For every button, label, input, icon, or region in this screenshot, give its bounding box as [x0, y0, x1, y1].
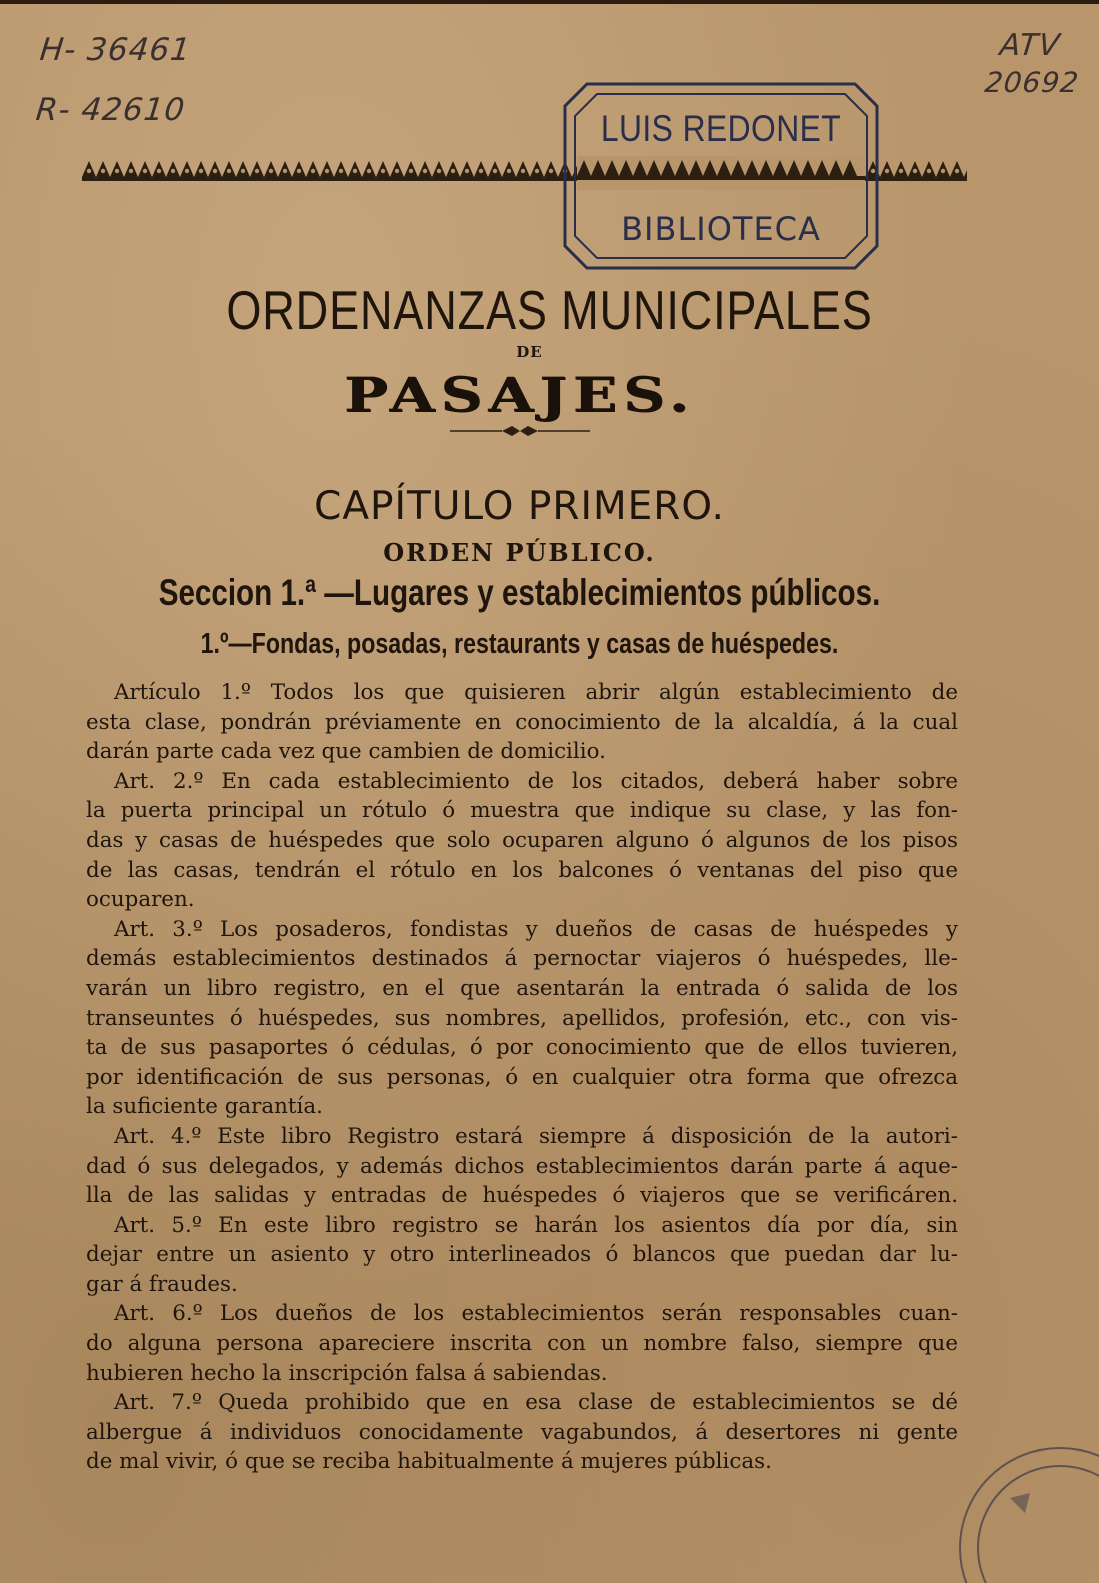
body-line: Art. 5.º En este libro registro se harán los asientos día por día, sin — [114, 1212, 958, 1238]
body-line: demás establecimientos destinados á pernoctar viajeros ó huéspedes, lle- — [86, 946, 958, 972]
body-line: la suficiente garantía. — [86, 1094, 323, 1120]
top-border — [0, 0, 1099, 4]
body-line: dad ó sus delegados, y además dichos establecimientos darán parte á aque- — [86, 1153, 958, 1179]
subsection-heading: 1.º—Fondas, posadas, restaurants y casas de huéspedes. — [200, 628, 839, 660]
body-line: Artículo 1.º Todos los que quisieren abrir algún establecimiento de — [114, 680, 958, 705]
town-name: PASAJES. — [344, 367, 695, 423]
body-line: lla de las salidas y entradas de huéspedes ó viajeros que se verificáren. — [86, 1183, 958, 1209]
body-line: das y casas de huéspedes que solo ocuparen alguno ó algunos de los pisos — [86, 827, 958, 853]
body-line: la puerta principal un rótulo ó muestra que indique su clase, y las fon- — [86, 798, 958, 824]
body-line: Art. 7.º Queda prohibido que en esa clase de establecimientos se dé — [114, 1390, 958, 1416]
body-line: transeuntes ó huéspedes, sus nombres, apellidos, profesión, etc., con vis- — [86, 1005, 958, 1031]
ordinance-body — [86, 678, 958, 1477]
handwritten-call-number-2: R- 42610 — [34, 92, 188, 128]
body-line: Art. 6.º Los dueños de los establecimientos serán responsables cuan- — [114, 1301, 958, 1327]
title-flourish — [450, 424, 590, 438]
stamp-owner-name: LUIS REDONET — [600, 108, 842, 149]
stamp-label: BIBLIOTECA — [621, 210, 821, 248]
body-line: varán un libro registro, en el que asentarán la entrada ó salida de los — [86, 975, 958, 1001]
chapter-title: CAPÍTULO PRIMERO. — [314, 484, 725, 529]
body-line: Art. 2.º En cada establecimiento de los citados, deberá haber sobre — [114, 768, 958, 794]
body-line: hubieren hecho la inscripción falsa á sabiendas. — [86, 1360, 608, 1386]
body-line: de las casas, tendrán el rótulo en los balcones ó ventanas del piso que — [86, 857, 958, 883]
chapter-subject: ORDEN PÚBLICO. — [383, 538, 656, 567]
body-line: ta de sus pasaportes ó cédulas, ó por conocimiento que de ellos tuvieren, — [86, 1035, 958, 1061]
body-line: gar á fraudes. — [86, 1271, 238, 1297]
body-line: darán parte cada vez que cambien de domicilio. — [86, 739, 606, 765]
body-line: de mal vivir, ó que se reciba habitualmente á mujeres públicas. — [86, 1449, 772, 1475]
handwritten-shelfmark-2: 20692 — [983, 66, 1081, 99]
body-line: Art. 4.º Este libro Registro estará siempre á disposición de la autori- — [114, 1123, 958, 1149]
title-connector: DE — [516, 343, 543, 361]
body-line: dejar entre un asiento y otro interlineados ó blancos que puedan dar lu- — [86, 1242, 958, 1268]
circular-stamp — [950, 1438, 1099, 1583]
handwritten-call-number-1: H- 36461 — [38, 32, 193, 68]
body-line: ocuparen. — [86, 887, 195, 913]
body-line: albergue á individuos conocidamente vagabundos, á desertores ni gente — [86, 1419, 958, 1445]
section-heading: Seccion 1.ª —Lugares y establecimientos públicos. — [158, 572, 881, 613]
body-line: esta clase, pondrán préviamente en conocimiento de la alcaldía, á la cual — [86, 709, 958, 735]
body-line: do alguna persona apareciere inscrita con un nombre falso, siempre que — [86, 1331, 958, 1357]
document-title: ORDENANZAS MUNICIPALES — [226, 279, 873, 341]
body-line: Art. 3.º Los posaderos, fondistas y dueños de casas de huéspedes y — [114, 916, 958, 942]
handwritten-shelfmark-1: ATV — [998, 28, 1063, 63]
body-line: por identificación de sus personas, ó en cualquier otra forma que ofrezca — [86, 1064, 958, 1090]
